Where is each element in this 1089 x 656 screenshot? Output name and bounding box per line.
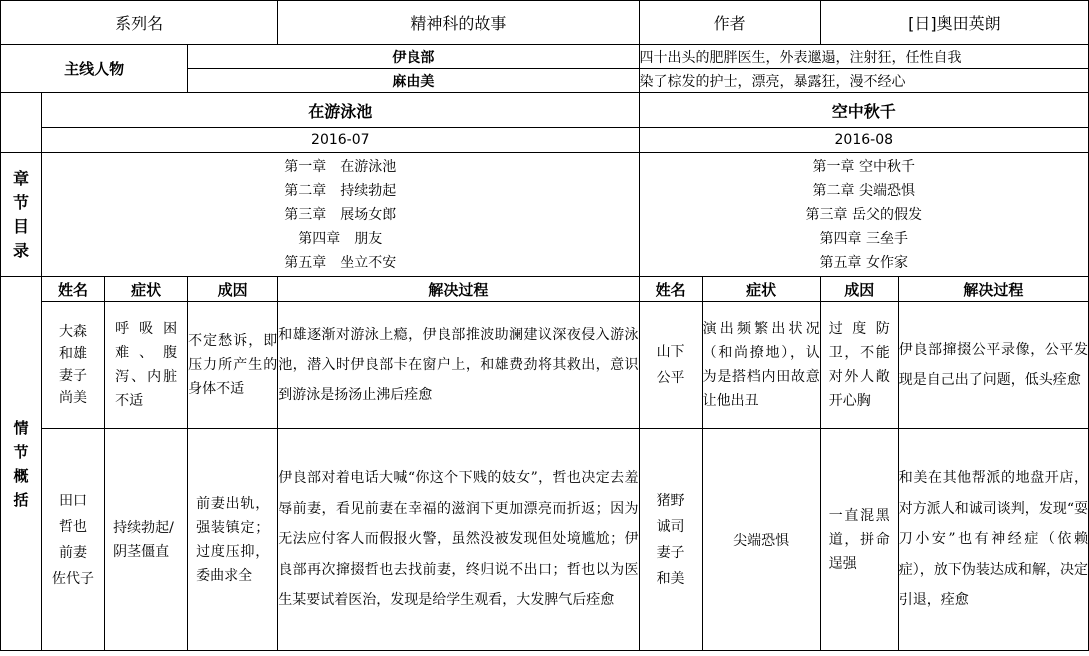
character-name: 伊良部 [188,45,639,69]
chapter-item: 第三章 岳父的假发 [805,206,922,223]
column-header-symptom: 症状 [105,277,188,302]
book-date: 2016-07 [42,128,640,153]
character-description: 四十出头的肥胖医生，外表邋遢，注射狂，任性自我 [639,45,1088,69]
chapter-item: 第三章 展场女郎 [284,206,397,223]
column-header-name: 姓名 [42,277,105,302]
case-symptom: 演出频繁出状况（和尚撩地），认为是搭档内田故意让他出丑 [702,302,820,429]
case-row [1,302,1089,429]
chapter-item: 第四章 三垒手 [819,230,908,247]
chapter-list [639,153,1088,277]
case-symptom: 呼吸困难、腹泻、内脏不适 [105,302,188,429]
case-patient-name: 大森 和雄 妻子 尚美 [42,302,105,429]
case-row [1,429,1089,651]
case-patient-name: 猪野 诚司 妻子 和美 [639,429,702,651]
author-value: [日]奥田英朗 [820,1,1088,45]
author-label: 作者 [639,1,820,45]
column-header-name: 姓名 [639,277,702,302]
plot-label: 情 节 概 括 [1,277,42,651]
character-name: 麻由美 [188,69,639,93]
book-title: 在游泳池 [42,93,640,128]
header-row [1,1,1089,45]
chapters-row [1,153,1089,277]
column-header-resolution: 解决过程 [278,277,639,302]
case-cause: 过度防卫，不能对外人敞开心胸 [820,302,898,429]
book-title-row [1,93,1089,128]
case-symptom: 尖端恐惧 [702,429,820,651]
case-resolution: 和美在其他帮派的地盘开店，对方派人和诚司谈判，发现“耍刀小安”也有神经症（依赖症），放下伪装达成和解，决定引退，痊愈 [898,429,1088,651]
character-description: 染了棕发的护士，漂亮，暴露狂，漫不经心 [639,69,1088,93]
case-cause: 不定愁诉，即压力所产生的身体不适 [188,302,278,429]
case-cause: 前妻出轨，强装镇定；过度压抑，委曲求全 [188,429,278,651]
case-patient-name: 田口 哲也 前妻 佐代子 [42,429,105,651]
main-character-row [1,45,1089,69]
chapter-item: 第二章 尖端恐惧 [812,182,915,199]
chapter-item: 第四章 朋友 [298,230,383,247]
chapter-item: 第五章 坐立不安 [284,254,397,271]
chapters-label: 章 节 目 录 [1,153,42,277]
column-header-cause: 成因 [820,277,898,302]
book-title: 空中秋千 [639,93,1088,128]
series-value: 精神科的故事 [278,1,639,45]
column-header-symptom: 症状 [702,277,820,302]
book-date-row [1,128,1089,153]
case-resolution: 和雄逐渐对游泳上瘾，伊良部推波助澜建议深夜侵入游泳池，潜入时伊良部卡在窗户上，和雄费劲将其救出，意识到游泳是扬汤止沸后痊愈 [278,302,639,429]
chapter-item: 第一章 空中秋千 [812,158,915,175]
chapter-list [42,153,640,277]
case-patient-name: 山下 公平 [639,302,702,429]
case-cause: 一直混黑道，拼命逞强 [820,429,898,651]
column-header-resolution: 解决过程 [898,277,1088,302]
chapter-item: 第五章 女作家 [819,254,908,271]
blank-cell [1,93,42,153]
book-date: 2016-08 [639,128,1088,153]
case-symptom: 持续勃起/阴茎僵直 [105,429,188,651]
main-characters-label: 主线人物 [1,45,188,93]
case-resolution: 伊良部对着电话大喊“你这个下贱的妓女”，哲也决定去羞辱前妻，看见前妻在幸福的滋润下更加漂亮而折返；因为无法应付客人而假报火警，虽然没被发现但处境尴尬；伊良部再次撺掇哲也去找前妻，终归说不出口；哲也以为医生某要试着医治，发现是给学生观看，大发脾气后痊愈 [278,429,639,651]
column-header-cause: 成因 [188,277,278,302]
plot-header-row [1,277,1089,302]
chapter-item: 第一章 在游泳池 [284,158,397,175]
case-resolution: 伊良部撺掇公平录像，公平发现是自己出了问题，低头痊愈 [898,302,1088,429]
chapter-item: 第二章 持续勃起 [284,182,397,199]
series-label: 系列名 [1,1,278,45]
